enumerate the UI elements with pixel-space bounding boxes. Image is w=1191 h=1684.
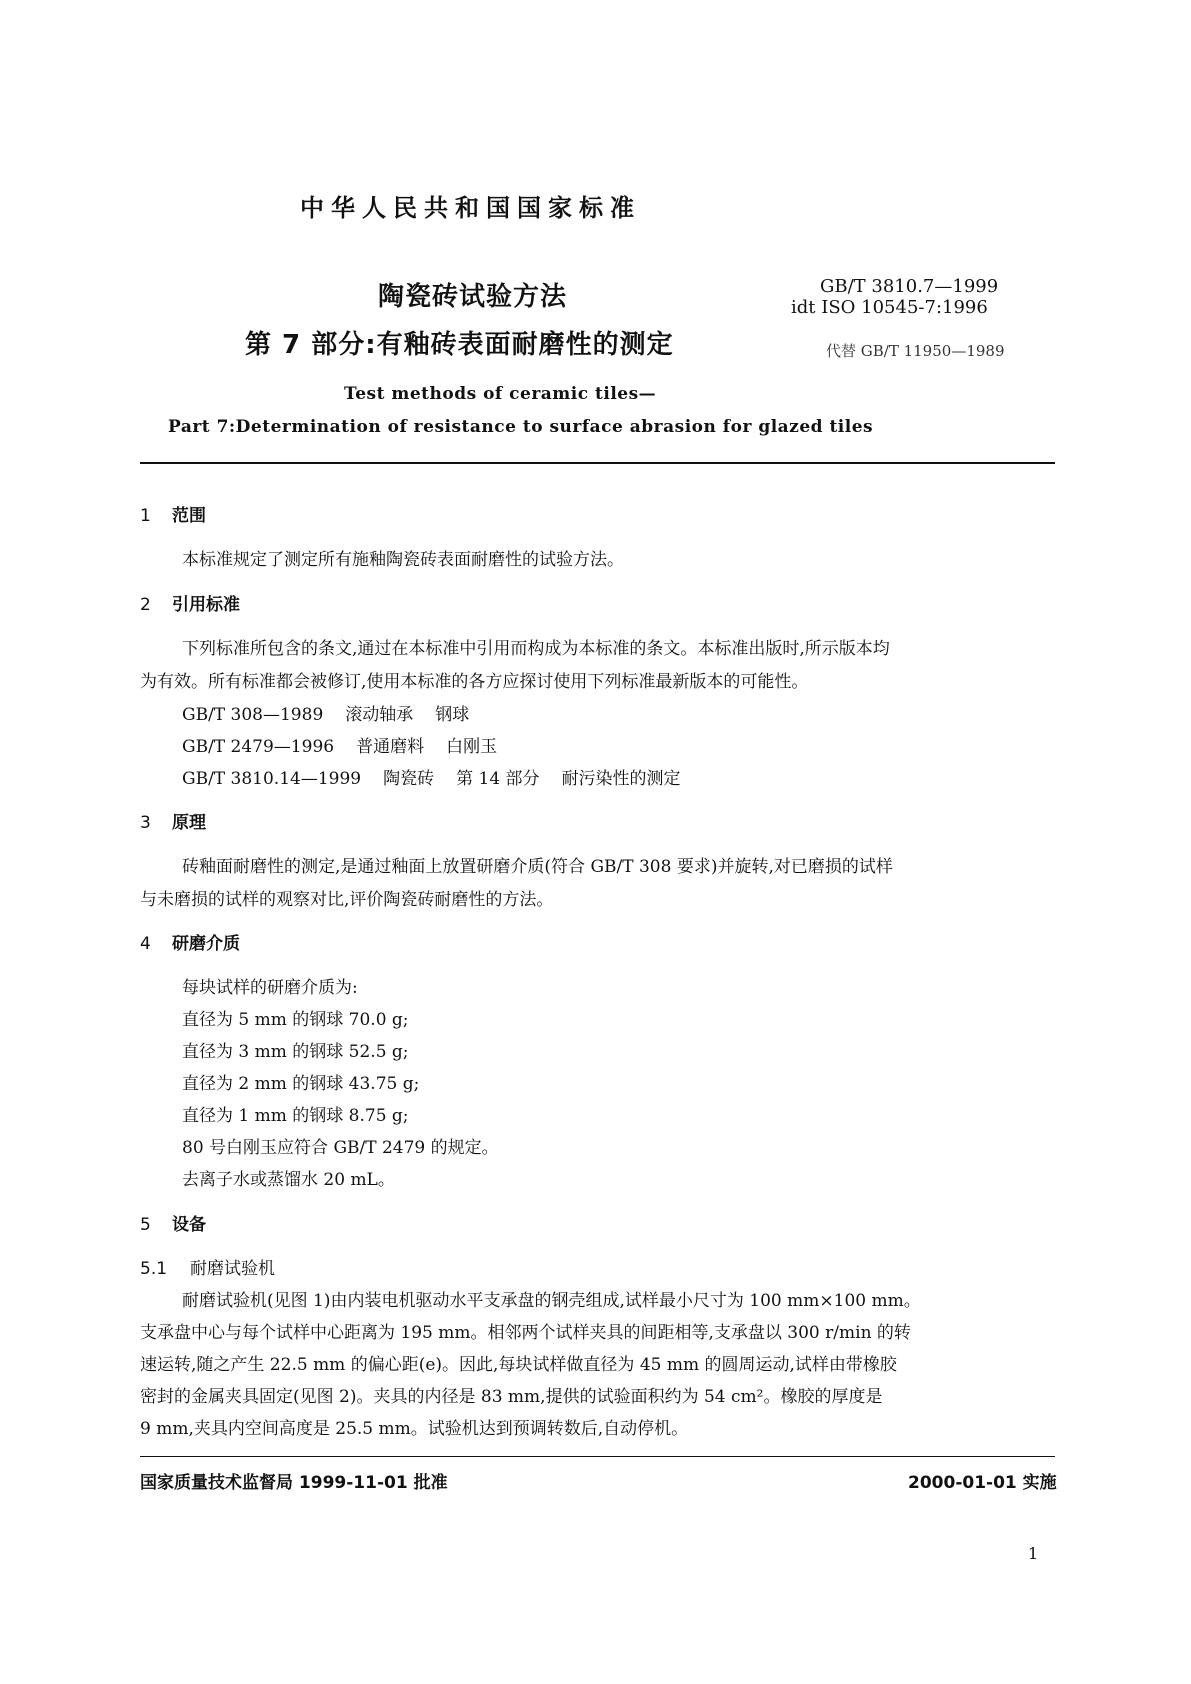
reference-code: GB/T 3810.14—1999 <box>182 769 362 789</box>
section-5-body-line: 密封的金属夹具固定(见图 2)。夹具的内径是 83 mm,提供的试验面积约为 54 cm²。橡胶的厚度是 <box>140 1387 883 1407</box>
title-en-line-2: Part 7:Determination of resistance to surface abrasion for glazed tiles <box>168 417 874 437</box>
section-2-heading <box>140 590 240 615</box>
effective-date: 2000-01-01 实施 <box>908 1473 1057 1493</box>
abrasive-list-item: 直径为 5 mm 的钢球 70.0 g; <box>182 1010 409 1030</box>
title-en-line-1: Test methods of ceramic tiles— <box>344 384 657 404</box>
reference-part-a: 滚动轴承 <box>345 705 414 725</box>
section-1-heading <box>140 501 206 526</box>
section-3-body-line-1: 砖釉面耐磨性的测定,是通过釉面上放置研磨介质(符合 GB/T 308 要求)并旋转,对已磨损的试样 <box>182 857 893 877</box>
reference-part-a: 普通磨料 <box>356 737 425 757</box>
section-5-body-line: 速运转,随之产生 22.5 mm 的偏心距(e)。因此,每块试样做直径为 45 mm 的圆周运动,试样由带橡胶 <box>140 1355 897 1375</box>
reference-part-a: 陶瓷砖 <box>383 769 435 789</box>
approval-date: 国家质量技术监督局 1999-11-01 批准 <box>140 1473 448 1493</box>
section-1-number: 1 <box>140 506 151 526</box>
header-rule <box>140 462 1055 464</box>
reference-item <box>182 700 491 725</box>
section-5-heading <box>140 1210 206 1235</box>
reference-part-c: 耐污染性的测定 <box>561 769 681 789</box>
abrasive-list-item: 直径为 3 mm 的钢球 52.5 g; <box>182 1042 409 1062</box>
section-2-body-line-1: 下列标准所包含的条文,通过在本标准中引用而构成为本标准的条文。本标准出版时,所示版本均 <box>182 639 890 659</box>
reference-part-b: 白刚玉 <box>446 737 498 757</box>
title-zh-line-1: 陶瓷砖试验方法 <box>378 282 568 312</box>
reference-part-b: 第 14 部分 <box>456 769 540 789</box>
reference-item <box>182 764 703 789</box>
abrasive-list-item: 80 号白刚玉应符合 GB/T 2479 的规定。 <box>182 1138 499 1158</box>
reference-code: GB/T 2479—1996 <box>182 737 335 757</box>
section-1-body: 本标准规定了测定所有施釉陶瓷砖表面耐磨性的试验方法。 <box>182 550 624 570</box>
title-zh-line-2: 第 7 部分:有釉砖表面耐磨性的测定 <box>245 330 674 360</box>
reference-item <box>182 732 519 757</box>
subsection-5-1-title: 耐磨试验机 <box>190 1259 275 1279</box>
page-number: 1 <box>1028 1544 1039 1563</box>
abrasive-list-item: 每块试样的研磨介质为: <box>182 978 358 998</box>
abrasive-list-item: 直径为 1 mm 的钢球 8.75 g; <box>182 1106 409 1126</box>
section-1-title: 范围 <box>172 506 206 526</box>
section-2-number: 2 <box>140 595 151 615</box>
reference-part-b: 钢球 <box>435 705 470 725</box>
abrasive-list-item: 直径为 2 mm 的钢球 43.75 g; <box>182 1074 420 1094</box>
section-4-heading <box>140 929 240 954</box>
section-3-number: 3 <box>140 813 151 833</box>
subsection-5-1-heading <box>140 1254 275 1279</box>
reference-code: GB/T 308—1989 <box>182 705 324 725</box>
section-5-body-line: 支承盘中心与每个试样中心距离为 195 mm。相邻两个试样夹具的间距相等,支承盘以 300 r/min 的转 <box>140 1323 911 1343</box>
standard-code: GB/T 3810.7—1999 <box>820 276 999 297</box>
section-5-number: 5 <box>140 1215 151 1235</box>
section-4-title: 研磨介质 <box>172 934 240 954</box>
section-3-title: 原理 <box>172 813 206 833</box>
section-5-body-line: 9 mm,夹具内空间高度是 25.5 mm。试验机达到预调转数后,自动停机。 <box>140 1419 689 1439</box>
section-5-title: 设备 <box>172 1215 206 1235</box>
section-5-body-line: 耐磨试验机(见图 1)由内装电机驱动水平支承盘的钢壳组成,试样最小尺寸为 100 mm×100 mm。 <box>182 1291 921 1311</box>
abrasive-list-item: 去离子水或蒸馏水 20 mL。 <box>182 1170 395 1190</box>
footer-rule <box>140 1456 1055 1457</box>
section-2-body-line-2: 为有效。所有标准都会被修订,使用本标准的各方应探讨使用下列标准最新版本的可能性。 <box>140 672 809 692</box>
section-3-body-line-2: 与未磨损的试样的观察对比,评价陶瓷砖耐磨性的方法。 <box>140 890 554 910</box>
replaces-code: 代替 GB/T 11950—1989 <box>826 342 1005 360</box>
idt-iso-code: idt ISO 10545-7:1996 <box>791 297 988 318</box>
section-2-title: 引用标准 <box>172 595 240 615</box>
national-standard-title: 中华人民共和国国家标准 <box>300 194 641 222</box>
subsection-5-1-number: 5.1 <box>140 1259 168 1279</box>
section-3-heading <box>140 808 206 833</box>
section-4-number: 4 <box>140 934 151 954</box>
